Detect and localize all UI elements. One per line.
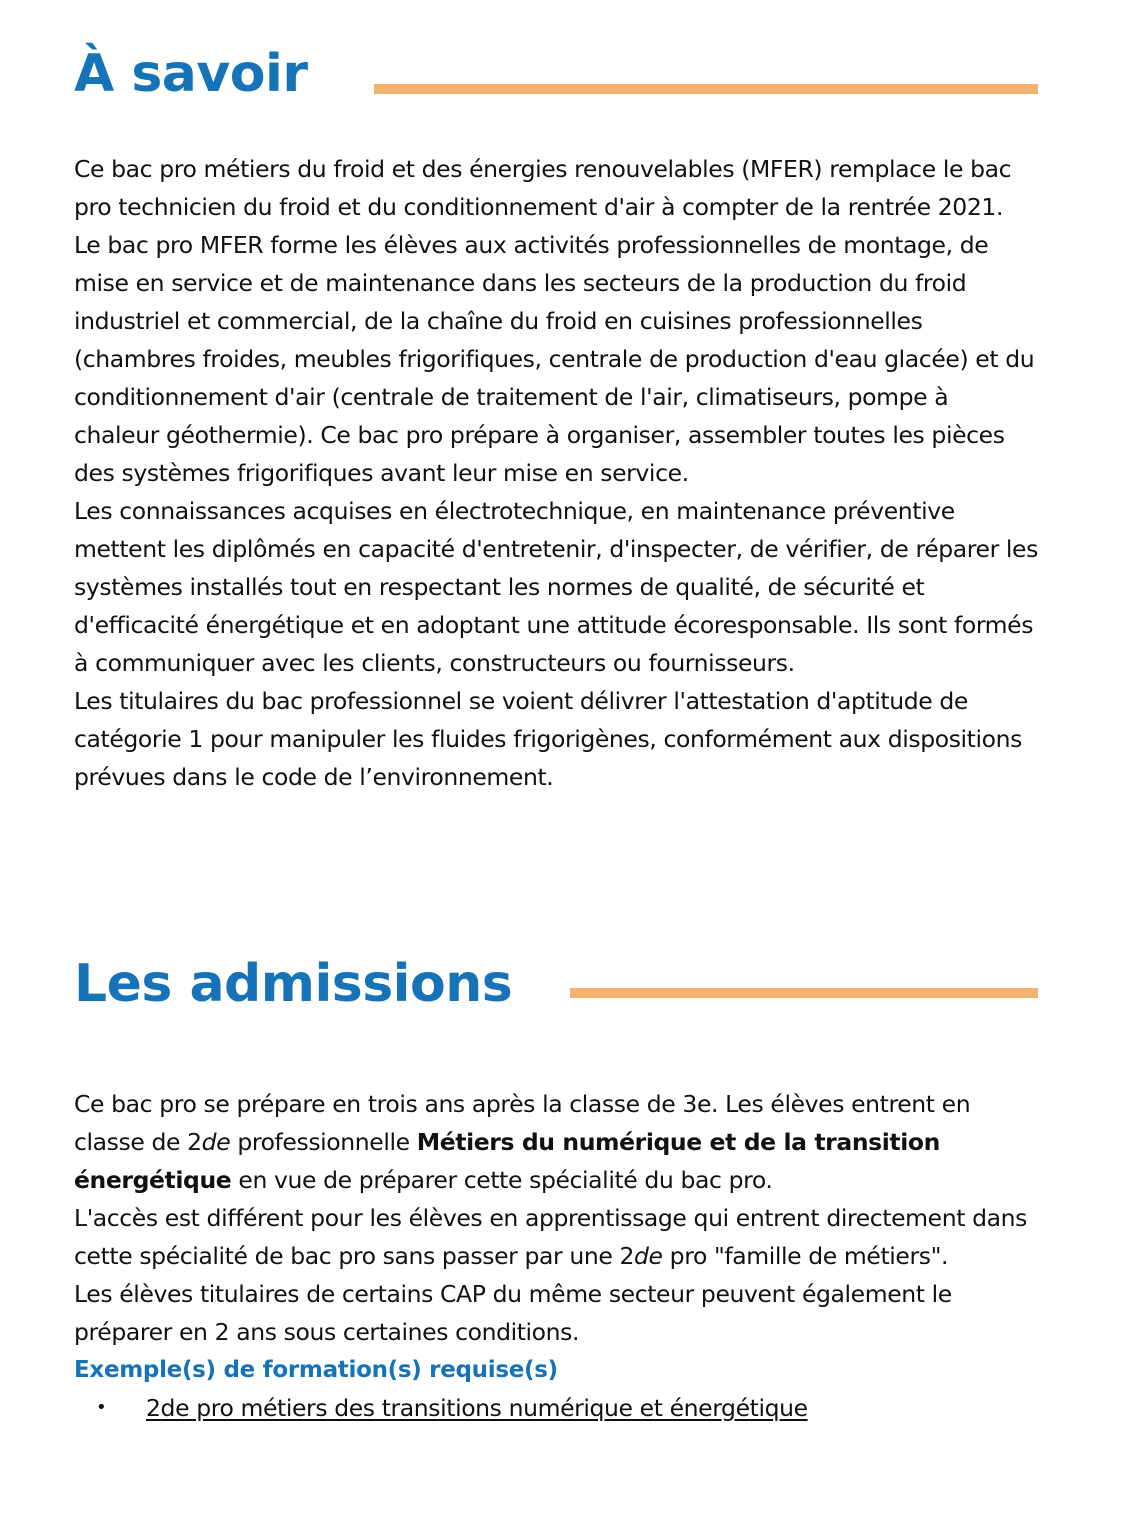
paragraph (74, 1199, 1038, 1275)
paragraph: Le bac pro MFER forme les élèves aux activités professionnelles de montage, de mise en service et de maintenance dans les secteurs de la production du froid industriel et commercial, de la chaîne du froid en cuisines professionnelles (chambres froides, meubles frigorifiques, centrale de production d'eau glacée) et du conditionnement d'air (centrale de traitement de l'air, climatiseurs, pompe à chaleur géothermie). Ce bac pro prépare à organiser, assembler toutes les pièces des systèmes frigorifiques avant leur mise en service. (74, 231, 1035, 487)
list-item (74, 1389, 1038, 1427)
section-divider-line (570, 988, 1038, 998)
text-run: Ce bac pro se prépare en trois ans après la classe de 3e. Les élèves entrent en classe de 2 (74, 1090, 971, 1156)
bullet-icon: • (96, 1397, 107, 1418)
text-run: pro "famille de métiers". (662, 1242, 949, 1270)
section-title-admissions: Les admissions (74, 954, 513, 1014)
section-header-admissions (74, 948, 1038, 1028)
paragraph (74, 1085, 1038, 1199)
section-title-a-savoir: À savoir (74, 44, 308, 104)
required-training-title: Exemple(s) de formation(s) requise(s) (74, 1357, 558, 1383)
required-training-list (74, 1389, 1038, 1427)
paragraph: Les élèves titulaires de certains CAP du même secteur peuvent également le préparer en 2 ans sous certaines conditions. (74, 1280, 952, 1346)
text-run: professionnelle (230, 1128, 417, 1156)
required-training-link[interactable]: 2de pro métiers des transitions numérique et énergétique (146, 1394, 808, 1422)
text-run: en vue de préparer cette spécialité du bac pro. (231, 1166, 773, 1194)
bold-program-name: Métiers du numérique et de la transition énergétique (74, 1128, 940, 1194)
paragraph: Les titulaires du bac professionnel se voient délivrer l'attestation d'aptitude de catégorie 1 pour manipuler les fluides frigorigènes, conformément aux dispositions prévues dans le code de l’environnement. (74, 687, 1022, 791)
text-run: L'accès est différent pour les élèves en apprentissage qui entrent directement dans cette spécialité de bac pro sans passer par une 2 (74, 1204, 1027, 1270)
section-body-admissions (74, 1085, 1038, 1427)
ordinal-suffix: de (634, 1242, 663, 1270)
paragraph: Ce bac pro métiers du froid et des énergies renouvelables (MFER) remplace le bac pro technicien du froid et du conditionnement d'air à compter de la rentrée 2021. (74, 155, 1012, 221)
ordinal-suffix: de (201, 1128, 231, 1156)
section-divider-line (374, 84, 1038, 94)
section-header-a-savoir (74, 38, 1038, 118)
section-body-a-savoir (74, 150, 1038, 796)
paragraph: Les connaissances acquises en électrotechnique, en maintenance préventive mettent les diplômés en capacité d'entretenir, d'inspecter, de vérifier, de réparer les systèmes installés tout en respectant les normes de qualité, de sécurité et d'efficacité énergétique et en adoptant une attitude écoresponsable. Ils sont formés à communiquer avec les clients, constructeurs ou fournisseurs. (74, 497, 1038, 677)
